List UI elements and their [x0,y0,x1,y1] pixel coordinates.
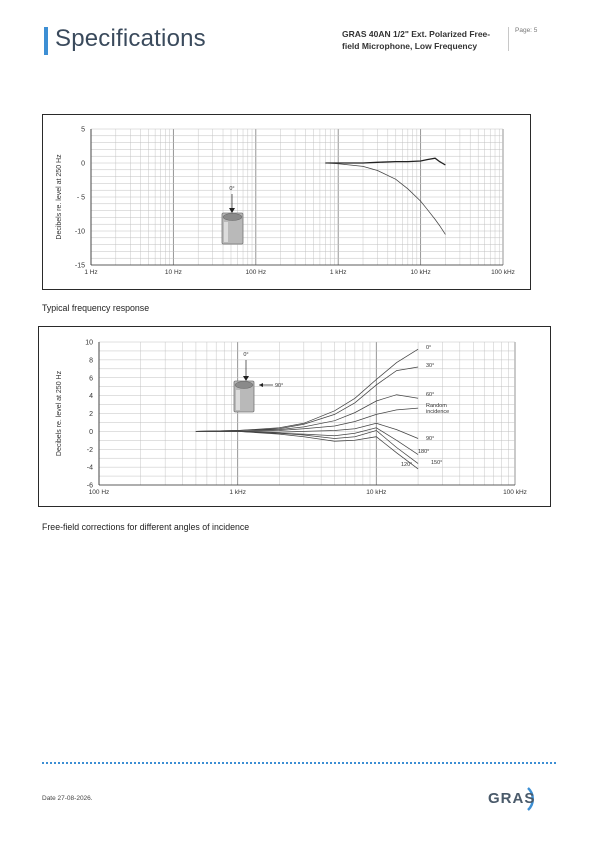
angle-annotation: 90° [275,383,284,389]
series-label: 0° [426,345,432,351]
y-tick-label: 5 [81,126,85,134]
series-line [196,431,418,469]
product-name: GRAS 40AN 1/2" Ext. Polarized Free-field Microphone, Low Frequency [342,29,491,51]
x-tick-label: 100 Hz [245,269,267,276]
y-tick-label: 6 [89,375,93,383]
y-tick-label: 0 [89,428,93,436]
angle-annotation: 0° [229,186,235,192]
x-tick-label: 100 Hz [88,489,110,496]
title-accent-bar [44,27,48,55]
series-line [196,431,418,464]
series-line [196,428,418,455]
page-title: Specifications [55,25,206,52]
footer-date: Date 27-08-2026. [42,795,93,802]
x-tick-label: 1 kHz [329,269,347,276]
y-tick-label: - 5 [76,194,85,202]
x-tick-label: 100 kHz [503,489,527,496]
x-tick-label: 1 kHz [229,489,246,496]
y-tick-label: -4 [86,464,93,472]
y-tick-label: 0 [81,160,85,168]
y-tick-label: -6 [86,482,93,490]
series-label: 150° [431,460,443,466]
plot-grid [99,342,515,485]
series-label: 30° [426,363,435,369]
microphone-icon [234,381,254,412]
arrowhead [243,376,249,381]
y-tick-label: 2 [89,411,93,418]
frequency-response-chart [42,114,531,290]
free-field-corrections-chart [38,326,551,507]
series-label: 180° [418,449,430,455]
y-tick-label: -10 [74,228,85,236]
microphone-icon [222,213,243,244]
free-field-caption: Free-field corrections for different angles of incidence [42,522,250,532]
y-tick-label: -2 [86,446,93,454]
logo-text: GRAS [488,790,536,807]
frequency-response-caption: Typical frequency response [42,303,150,313]
series-label: 120° [401,462,413,468]
y-tick-label: -15 [74,262,85,270]
series-line [196,408,418,431]
gras-logo [484,782,546,816]
y-axis-label: Decibels re. level at 250 Hz [56,154,63,240]
angle-annotation: 0° [243,352,249,358]
y-tick-label: 10 [85,339,93,347]
x-tick-label: 10 Hz [164,269,182,276]
plot-grid [91,129,503,265]
y-tick-label: 8 [89,357,93,365]
arrowhead [259,383,263,387]
y-axis-label: Decibels re. level at 250 Hz [56,370,63,457]
x-tick-label: 1 Hz [84,269,98,276]
series-label: Random incidence [426,403,450,415]
y-tick-label: 4 [89,393,93,401]
series-label: 90° [426,436,435,442]
x-tick-label: 10 kHz [410,269,431,276]
frequency-response-plot [43,115,530,289]
page-number: Page: 5 [508,27,537,51]
x-tick-label: 100 kHz [491,269,515,276]
series-line [196,349,418,431]
free-field-corrections-plot [39,327,550,506]
footer-divider [42,762,556,764]
series-line [325,163,445,234]
series-label: 60° [426,392,435,398]
x-tick-label: 10 kHz [366,489,387,496]
